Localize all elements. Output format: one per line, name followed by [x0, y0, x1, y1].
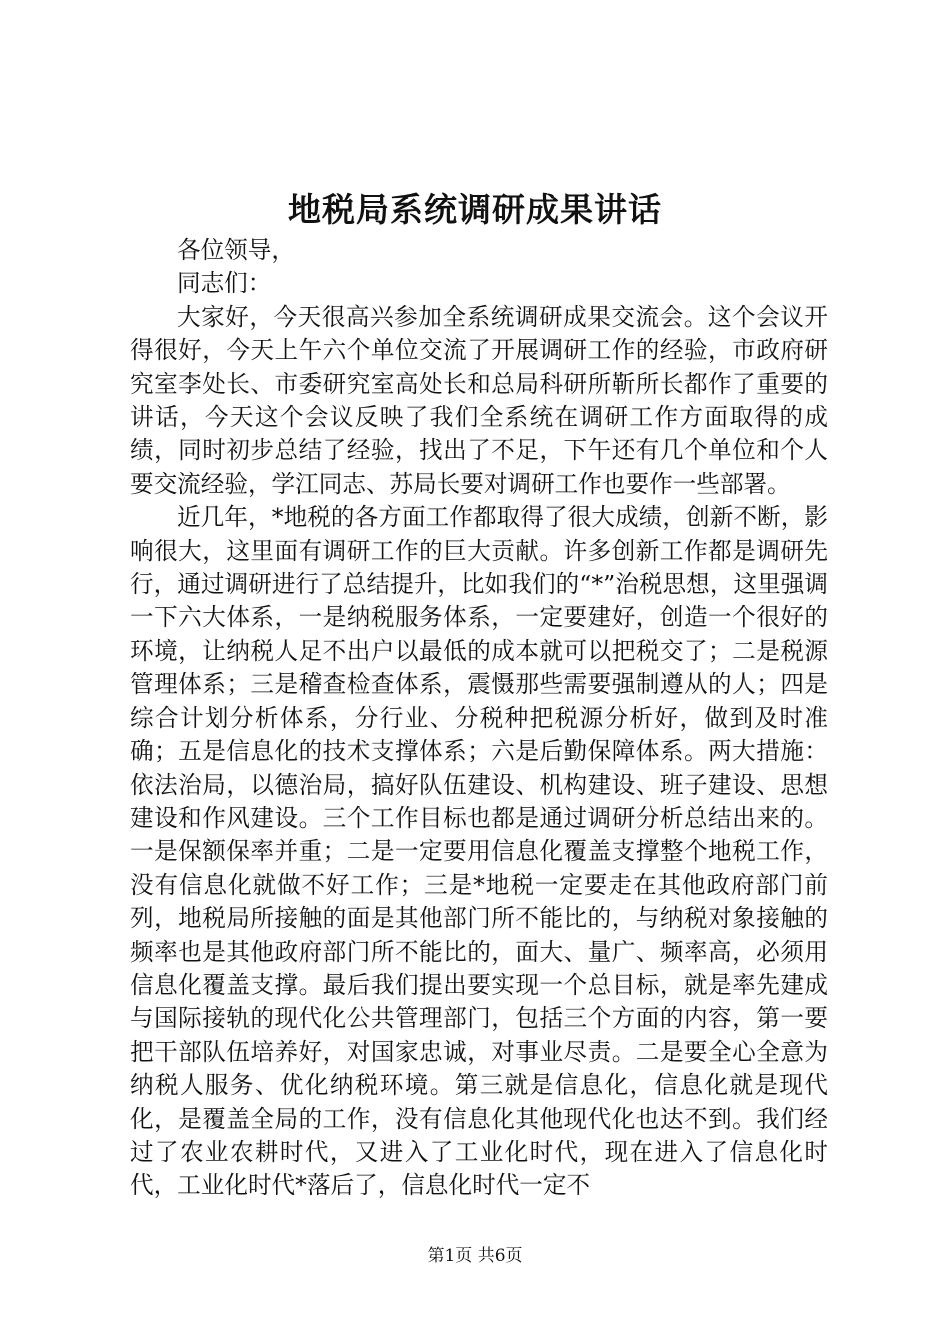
- page-number-footer: 第1页 共6页: [427, 1246, 523, 1266]
- paragraph-opening: 大家好，今天很高兴参加全系统调研成果交流会。这个会议开得很好，今天上午六个单位交流了开展调研工作的经验，市政府研究室李处长、市委研究室高处长和总局科研所靳所长都作了重要的讲话，今天这个会议反映了我们全系统在调研工作方面取得的成绩，同时初步总结了经验，找出了不足，下午还有几个单位和个人要交流经验，学江同志、苏局长要对调研工作也要作一些部署。: [130, 302, 828, 498]
- paragraph-achievements: 近几年，*地税的各方面工作都取得了很大成绩，创新不断，影响很大，这里面有调研工作的巨大贡献。许多创新工作都是调研先行，通过调研进行了总结提升，比如我们的“*”治税思想，这里强调一下六大体系，一是纳税服务体系，一定要建好，创造一个很好的环境，让纳税人足不出户以最低的成本就可以把税交了；二是税源管理体系；三是稽查检查体系，震慑那些需要强制遵从的人；四是综合计划分析体系，分行业、分税种把税源分析好，做到及时准确；五是信息化的技术支撑体系；六是后勤保障体系。两大措施：依法治局，以德治局，搞好队伍建设、机构建设、班子建设、思想建设和作风建设。三个工作目标也都是通过调研分析总结出来的。一是保额保率并重；二是一定要用信息化覆盖支撑整个地税工作，没有信息化就做不好工作；三是*地税一定要走在其他政府部门前列，地税局所接触的面是其他部门所不能比的，与纳税对象接触的频率也是其他政府部门所不能比的，面大、量广、频率高，必须用信息化覆盖支撑。最后我们提出要实现一个总目标，就是率先建成与国际接轨的现代化公共管理部门，包括三个方面的内容，第一要把干部队伍培养好，对国家忠诚，对事业尽责。二是要全心全意为纳税人服务、优化纳税环境。第三就是信息化，信息化就是现代化，是覆盖全局的工作，没有信息化其他现代化也达不到。我们经过了农业农耕时代，又进入了工业化时代，现在进入了信息化时代，工业化时代*落后了，信息化时代一定不: [130, 503, 828, 1200]
- document-body: [130, 234, 828, 1203]
- salutation-leaders: 各位领导，: [177, 236, 295, 264]
- document-title: 地税局系统调研成果讲话: [288, 190, 662, 229]
- salutation-comrades: 同志们：: [177, 269, 272, 298]
